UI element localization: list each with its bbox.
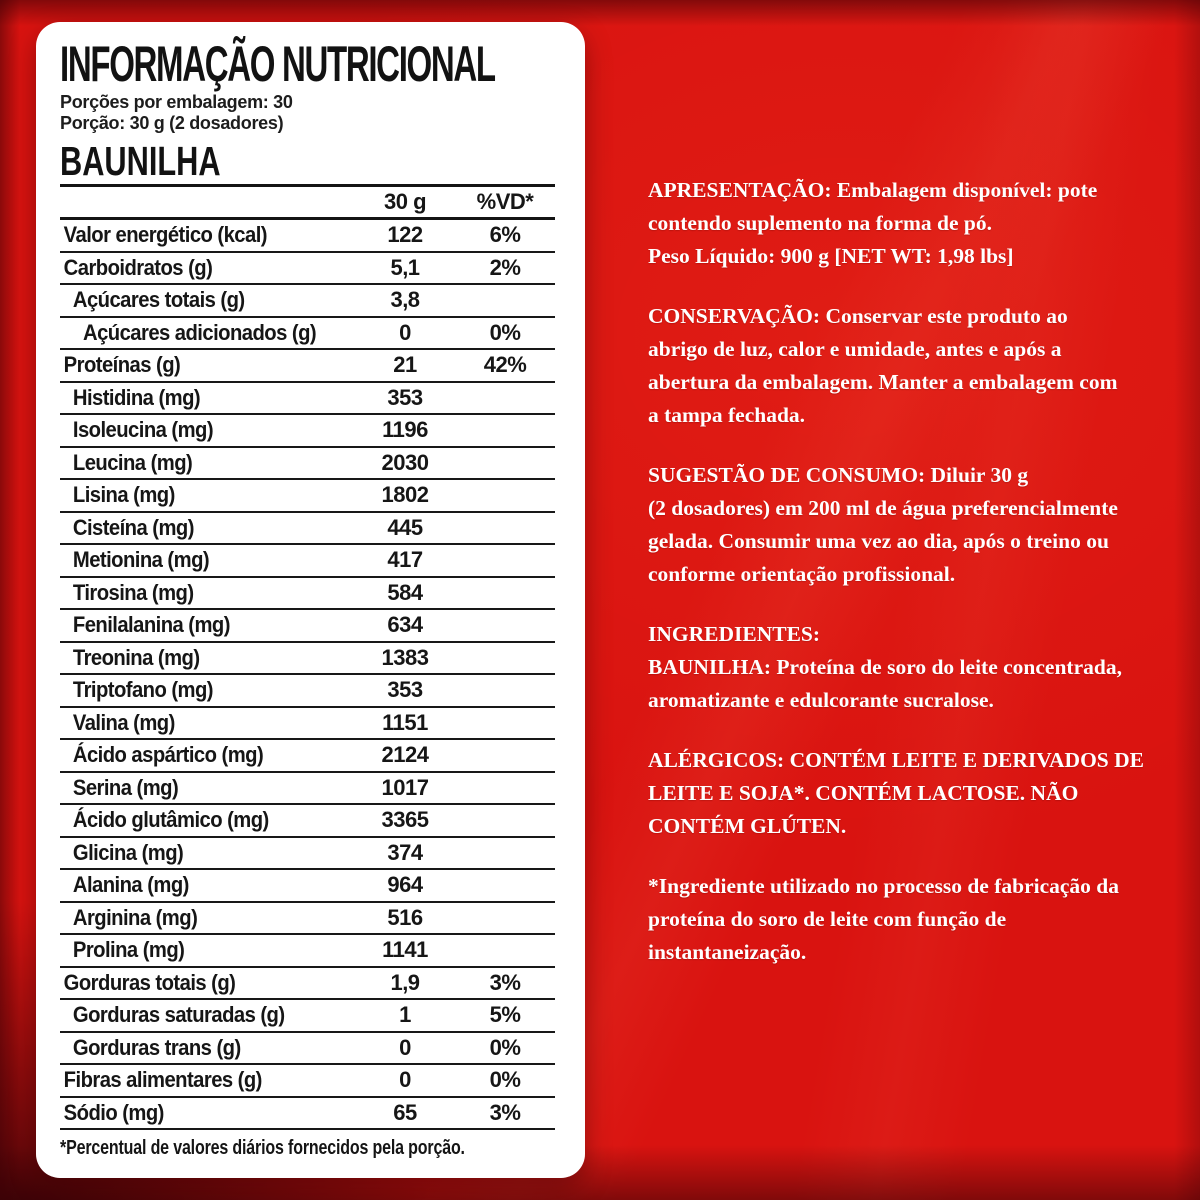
row-amount: 1151 <box>382 709 428 735</box>
row-amount: 353 <box>387 677 423 703</box>
row-amount: 1 <box>399 1002 411 1028</box>
info-line: conforme orientação profissional. <box>648 562 956 586</box>
row-amount: 0 <box>399 1067 411 1093</box>
row-label: Ácido glutâmico (mg) <box>72 807 269 833</box>
row-vd: 3% <box>489 969 521 995</box>
table-row <box>60 610 555 643</box>
info-line: APRESENTAÇÃO: Embalagem disponível: pote <box>648 178 1098 202</box>
serving-size: Porção: 30 g (2 dosadores) <box>60 113 284 133</box>
info-line: instantaneização. <box>648 940 807 964</box>
row-amount: 1141 <box>382 937 428 963</box>
table-row <box>60 253 555 286</box>
row-label: Ácido aspártico (mg) <box>72 742 264 768</box>
table-row <box>60 415 555 448</box>
info-line: ALÉRGICOS: CONTÉM LEITE E DERIVADOS DE <box>648 748 1145 772</box>
info-line: LEITE E SOJA*. CONTÉM LACTOSE. NÃO <box>648 781 1079 805</box>
info-section-conservacao <box>648 300 1183 432</box>
row-amount: 353 <box>387 384 423 410</box>
row-label: Glicina (mg) <box>72 839 184 865</box>
row-amount: 1,9 <box>390 969 420 995</box>
info-line: Peso Líquido: 900 g [NET WT: 1,98 lbs] <box>648 244 1014 268</box>
row-amount: 516 <box>387 904 423 930</box>
row-label: Lisina (mg) <box>72 482 175 508</box>
row-amount: 1802 <box>381 482 429 508</box>
row-amount: 634 <box>387 612 423 638</box>
info-line: SUGESTÃO DE CONSUMO: Diluir 30 g <box>648 463 1029 487</box>
row-amount: 1196 <box>382 417 428 443</box>
row-label: Tirosina (mg) <box>72 579 194 605</box>
row-vd: 42% <box>483 352 527 378</box>
table-row <box>60 643 555 676</box>
row-amount: 0 <box>399 319 411 345</box>
row-amount: 2030 <box>381 449 429 475</box>
row-amount: 964 <box>387 872 423 898</box>
row-label: Gorduras saturadas (g) <box>72 1002 285 1028</box>
info-line: BAUNILHA: Proteína de soro do leite concentrada, <box>648 655 1122 679</box>
row-vd: 3% <box>489 1099 521 1125</box>
row-amount: 21 <box>393 352 417 378</box>
row-amount: 374 <box>387 839 423 865</box>
table-row <box>60 285 555 318</box>
row-label: Gorduras totais (g) <box>63 969 236 995</box>
info-line: a tampa fechada. <box>648 403 806 427</box>
row-label: Valor energético (kcal) <box>63 222 267 248</box>
row-amount: 2124 <box>381 742 429 768</box>
row-amount: 65 <box>393 1099 417 1125</box>
row-vd: 5% <box>489 1002 521 1028</box>
row-label: Sódio (mg) <box>63 1099 164 1125</box>
row-label: Serina (mg) <box>72 774 179 800</box>
row-label: Fenilalanina (mg) <box>72 612 230 638</box>
info-line: contendo suplemento na forma de pó. <box>648 211 993 235</box>
vd-column-header: %VD* <box>476 189 534 214</box>
row-amount: 1017 <box>381 774 429 800</box>
table-row <box>60 350 555 383</box>
nutrition-table <box>60 184 555 1130</box>
info-line: (2 dosadores) em 200 ml de água preferencialmente <box>648 496 1118 520</box>
row-label: Histidina (mg) <box>72 384 201 410</box>
info-line: gelada. Consumir uma vez ao dia, após o treino ou <box>648 529 1109 553</box>
row-amount: 445 <box>387 514 423 540</box>
servings-per-package: Porções por embalagem: 30 <box>60 92 293 112</box>
row-label: Proteínas (g) <box>63 352 181 378</box>
row-label: Prolina (mg) <box>72 937 185 963</box>
table-row <box>60 578 555 611</box>
info-section-nota-ingrediente <box>648 870 1183 969</box>
row-vd: 0% <box>489 319 521 345</box>
table-row <box>60 545 555 578</box>
servings-block <box>60 92 555 134</box>
row-vd: 6% <box>489 222 521 248</box>
row-amount: 3365 <box>381 807 429 833</box>
info-line: proteína do soro de leite com função de <box>648 907 1007 931</box>
table-row <box>60 805 555 838</box>
row-amount: 3,8 <box>390 287 420 313</box>
info-section-ingredientes <box>648 618 1183 717</box>
info-line: aromatizante e edulcorante sucralose. <box>648 688 994 712</box>
row-label: Treonina (mg) <box>72 644 200 670</box>
row-vd: 0% <box>489 1067 521 1093</box>
row-amount: 584 <box>387 579 423 605</box>
info-line: INGREDIENTES: <box>648 622 821 646</box>
table-header-row <box>60 187 555 220</box>
table-row <box>60 448 555 481</box>
row-amount: 1383 <box>381 644 429 670</box>
row-label: Alanina (mg) <box>72 872 189 898</box>
table-row <box>60 318 555 351</box>
nutrition-facts-panel <box>36 22 585 1178</box>
row-label: Isoleucina (mg) <box>72 417 214 443</box>
row-label: Gorduras trans (g) <box>72 1034 241 1060</box>
row-label: Valina (mg) <box>72 709 175 735</box>
info-section-sugestao-de-consumo <box>648 459 1183 591</box>
table-row <box>60 1033 555 1066</box>
row-label: Carboidratos (g) <box>63 254 213 280</box>
info-line: CONSERVAÇÃO: Conservar este produto ao <box>648 304 1068 328</box>
row-label: Leucina (mg) <box>72 449 193 475</box>
row-amount: 5,1 <box>390 254 420 280</box>
flavor-name: BAUNILHA <box>60 138 221 184</box>
table-row <box>60 480 555 513</box>
table-body <box>60 220 555 1130</box>
info-section-alergicos <box>648 744 1183 843</box>
info-line: abrigo de luz, calor e umidade, antes e após a <box>648 337 1062 361</box>
table-row <box>60 1098 555 1131</box>
row-label: Açúcares totais (g) <box>72 287 245 313</box>
row-label: Fibras alimentares (g) <box>63 1067 262 1093</box>
table-row <box>60 675 555 708</box>
table-row <box>60 870 555 903</box>
info-line: abertura da embalagem. Manter a embalagem com <box>648 370 1118 394</box>
table-row <box>60 383 555 416</box>
table-row <box>60 838 555 871</box>
table-row <box>60 1065 555 1098</box>
info-section-apresentacao <box>648 174 1183 273</box>
table-row <box>60 740 555 773</box>
row-vd: 0% <box>489 1034 521 1060</box>
row-vd: 2% <box>489 254 521 280</box>
row-amount: 0 <box>399 1034 411 1060</box>
table-row <box>60 935 555 968</box>
table-row <box>60 708 555 741</box>
row-label: Arginina (mg) <box>72 904 198 930</box>
info-line: CONTÉM GLÚTEN. <box>648 814 847 838</box>
product-info-column <box>648 174 1183 996</box>
nutrition-title: INFORMAÇÃO NUTRICIONAL <box>60 36 495 92</box>
amount-column-header: 30 g <box>383 189 427 214</box>
row-label: Metionina (mg) <box>72 547 210 573</box>
row-amount: 417 <box>387 547 423 573</box>
row-label: Cisteína (mg) <box>72 514 194 540</box>
table-row <box>60 903 555 936</box>
table-row <box>60 968 555 1001</box>
daily-value-footnote: *Percentual de valores diários fornecidos pela porção. <box>60 1137 465 1159</box>
table-row <box>60 1000 555 1033</box>
table-row <box>60 220 555 253</box>
row-label: Triptofano (mg) <box>72 677 214 703</box>
table-row <box>60 513 555 546</box>
table-row <box>60 773 555 806</box>
row-amount: 122 <box>387 222 423 248</box>
info-line: *Ingrediente utilizado no processo de fabricação da <box>648 874 1120 898</box>
row-label: Açúcares adicionados (g) <box>83 319 317 345</box>
